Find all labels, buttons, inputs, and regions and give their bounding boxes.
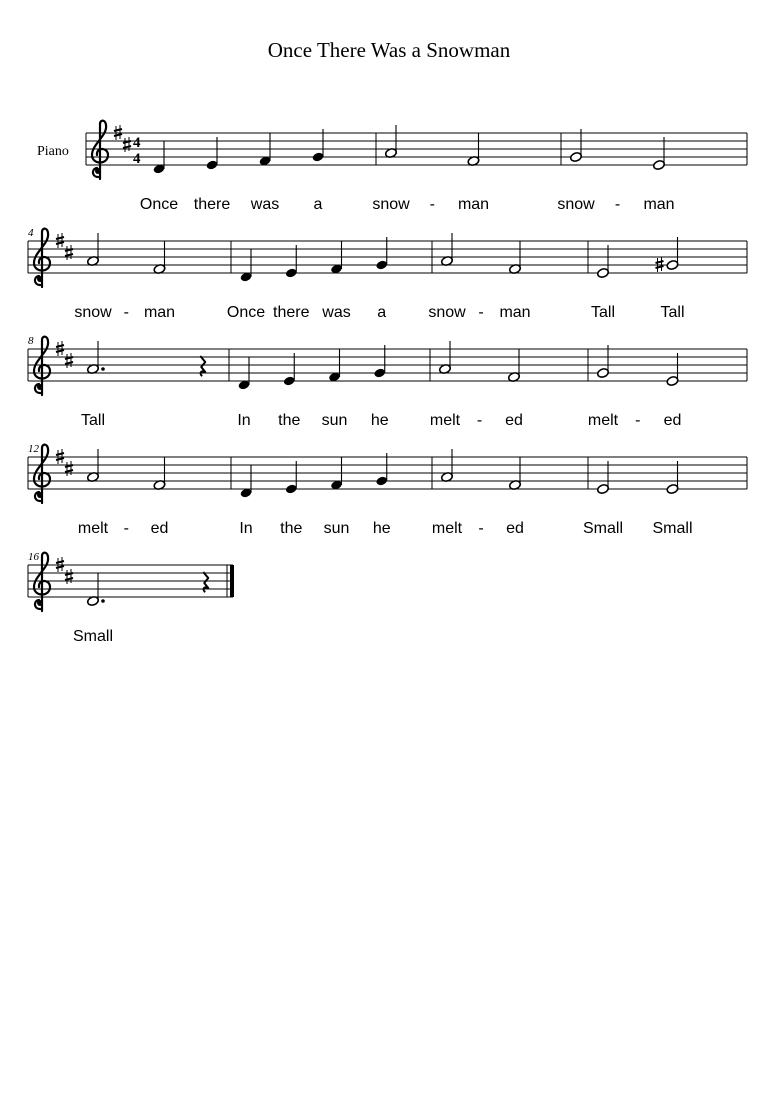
lyric-syllable: man	[143, 304, 176, 321]
lyric-syllable: melt	[587, 412, 619, 429]
lyric-syllable: a	[313, 196, 323, 213]
lyric-syllable: melt	[429, 412, 461, 429]
key-sharp-c-icon	[65, 569, 73, 584]
lyric-syllable: sun	[321, 412, 348, 429]
note	[330, 241, 343, 275]
staff-system	[28, 443, 747, 537]
note	[259, 133, 272, 167]
lyric-syllable: Once	[139, 196, 179, 213]
time-signature-bottom: 4	[133, 151, 141, 167]
measure-number: 8	[28, 335, 34, 347]
lyric-syllable: there	[193, 196, 231, 213]
note	[87, 573, 105, 607]
note	[285, 245, 298, 279]
note	[87, 449, 100, 483]
lyric-syllable: ed	[150, 520, 169, 537]
lyric-hyphen: -	[123, 520, 129, 537]
staff-system	[28, 335, 747, 429]
note	[153, 457, 166, 491]
lyric-syllable: sun	[323, 520, 350, 537]
note	[373, 345, 386, 379]
lyric-syllable: he	[372, 520, 391, 537]
lyric-syllable: the	[280, 520, 303, 537]
key-sharp-c-icon	[123, 137, 131, 152]
note	[509, 241, 522, 275]
note	[467, 133, 480, 167]
lyric-syllable: ed	[506, 520, 524, 537]
treble-clef-icon	[34, 229, 50, 287]
key-sharp-f-icon	[56, 341, 64, 356]
note	[666, 461, 679, 495]
lyric-syllable: melt	[431, 520, 463, 537]
note	[375, 453, 388, 487]
note	[285, 461, 298, 495]
measure-number: 12	[28, 443, 39, 455]
lyric-syllable: was	[322, 304, 351, 321]
note	[328, 349, 341, 383]
note	[330, 457, 343, 491]
note	[240, 465, 253, 499]
lyric-hyphen: -	[478, 304, 484, 321]
note	[312, 129, 325, 163]
lyric-syllable: snow	[372, 196, 410, 213]
lyric-syllable: Small	[652, 520, 693, 537]
lyric-syllable: snow	[428, 304, 466, 321]
lyric-syllable: man	[457, 196, 490, 213]
lyric-hyphen: -	[429, 196, 435, 213]
lyric-hyphen: -	[614, 196, 621, 213]
staff-system	[28, 227, 747, 321]
note	[441, 233, 454, 267]
lyric-syllable: was	[250, 196, 280, 213]
lyric-hyphen: -	[476, 412, 483, 429]
staff-system	[28, 551, 234, 645]
note	[508, 349, 521, 383]
lyric-syllable: Small	[582, 520, 624, 537]
note	[597, 345, 610, 379]
lyric-hyphen: -	[123, 304, 129, 321]
lyric-syllable: man	[499, 304, 531, 321]
note	[570, 129, 583, 163]
lyric-hyphen: -	[635, 412, 641, 429]
lyric-hyphen: -	[478, 520, 484, 537]
lyric-syllable: ed	[663, 412, 682, 429]
note	[375, 237, 388, 271]
note	[238, 357, 251, 391]
lyric-syllable: man	[643, 196, 675, 213]
lyric-syllable: ed	[505, 412, 523, 429]
note	[153, 141, 166, 175]
note	[509, 457, 522, 491]
note	[441, 449, 454, 483]
lyric-syllable: a	[377, 304, 387, 321]
note	[206, 137, 219, 171]
lyric-syllable: In	[239, 520, 253, 537]
treble-clef-icon	[92, 121, 108, 179]
lyric-syllable: snow	[74, 304, 112, 321]
lyric-syllable: Tall	[80, 412, 106, 429]
measure-number: 4	[28, 227, 34, 239]
time-signature-top: 4	[133, 135, 141, 151]
note	[385, 125, 398, 159]
key-sharp-c-icon	[65, 245, 73, 260]
lyric-syllable: Tall	[590, 304, 616, 321]
staff-system	[86, 121, 747, 213]
key-sharp-f-icon	[56, 449, 64, 464]
final-barline	[230, 565, 234, 597]
note	[87, 233, 100, 267]
lyric-syllable: In	[237, 412, 251, 429]
instrument-name: Piano	[37, 144, 69, 159]
note	[240, 249, 253, 283]
note	[283, 353, 296, 387]
lyric-syllable: melt	[77, 520, 109, 537]
note	[666, 353, 679, 387]
lyric-syllable: the	[278, 412, 301, 429]
lyric-syllable: Small	[72, 628, 114, 645]
note	[666, 237, 679, 271]
score-title: Once There Was a Snowman	[267, 38, 511, 62]
note	[439, 341, 452, 375]
lyric-syllable: snow	[557, 196, 595, 213]
measure-number: 16	[28, 551, 39, 563]
lyric-syllable: he	[370, 412, 389, 429]
note	[597, 461, 610, 495]
lyric-syllable: Tall	[660, 304, 685, 321]
key-sharp-f-icon	[56, 557, 64, 572]
note	[597, 245, 610, 279]
key-sharp-c-icon	[65, 353, 73, 368]
accidental-sharp-icon	[656, 257, 664, 272]
treble-clef-icon	[34, 337, 50, 395]
note	[653, 137, 666, 171]
key-sharp-c-icon	[65, 461, 73, 476]
lyric-syllable: Once	[226, 304, 266, 321]
key-sharp-f-icon	[114, 125, 122, 140]
lyric-syllable: there	[273, 304, 310, 321]
note	[153, 241, 166, 275]
key-sharp-f-icon	[56, 233, 64, 248]
note	[87, 341, 105, 375]
